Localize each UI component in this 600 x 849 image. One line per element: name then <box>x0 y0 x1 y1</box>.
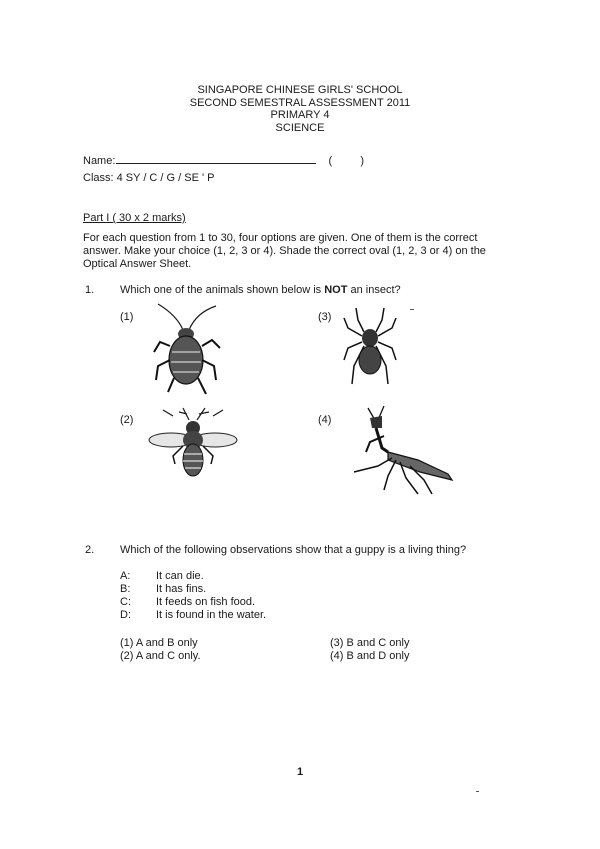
class-field: Class: 4 SY / C / G / SE ' P <box>83 172 215 184</box>
name-label: Name: <box>83 155 116 167</box>
q1-option-label: (2) <box>120 414 134 426</box>
q1-option-label: (4) <box>318 414 332 426</box>
register-bracket-open: ( <box>328 155 333 167</box>
observation-text: It is found in the water. <box>156 609 267 621</box>
praying-mantis-drawing-icon <box>348 404 458 499</box>
part-title: Part I ( 30 x 2 marks) <box>83 212 186 224</box>
q1-text <box>120 284 401 297</box>
observation-letter: B: <box>120 583 131 595</box>
observation-letter: C: <box>120 596 131 608</box>
q2-observation <box>120 570 204 583</box>
q1-option-label: (3) <box>318 311 332 323</box>
q1-text-emphasis: NOT <box>324 284 348 296</box>
observation-text: It feeds on fish food. <box>156 596 256 608</box>
assessment-title: SECOND SEMESTRAL ASSESSMENT 2011 <box>189 96 411 109</box>
q2-answer-option[interactable]: (4) B and D only <box>330 650 410 662</box>
observation-text: It has fins. <box>156 583 207 595</box>
q1-option-label: (1) <box>120 311 134 323</box>
level-title: PRIMARY 4 <box>270 109 330 121</box>
observation-letter: D: <box>120 609 131 621</box>
spider-drawing-icon <box>340 306 400 391</box>
cockroach-drawing-icon <box>150 300 230 400</box>
school-name: SINGAPORE CHINESE GIRLS' SCHOOL <box>197 84 403 96</box>
observation-letter: A: <box>120 570 131 582</box>
q1-text-part: Which one of the animals shown below is <box>120 284 325 296</box>
observation-text: It can die. <box>156 570 204 582</box>
q1-number: 1. <box>85 284 95 296</box>
q2-observation <box>120 596 255 609</box>
name-blank[interactable] <box>116 153 316 164</box>
exam-header <box>0 84 600 134</box>
q2-answer-option[interactable]: (2) A and C only. <box>120 650 201 662</box>
subject-title: SCIENCE <box>275 121 325 134</box>
bee-drawing-icon <box>143 404 243 484</box>
register-bracket-close: ) <box>360 155 364 167</box>
q2-answer-option[interactable]: (1) A and B only <box>120 637 198 649</box>
q2-text: Which of the following observations show that a guppy is a living thing? <box>120 544 467 556</box>
q2-number: 2. <box>85 544 95 556</box>
q2-observation <box>120 609 266 622</box>
page-number: 1 <box>296 766 304 778</box>
q1-text-part: an insect? <box>347 284 401 296</box>
instructions: For each question from 1 to 30, four options are given. One of them is the correct answer. Make your choice (1, 2, 3 or 4). Shade the correct oval (1, 2, 3 or 4) on the Optical Answer Sheet. <box>83 232 486 270</box>
q2-answer-option[interactable]: (3) B and C only <box>330 637 410 649</box>
name-field <box>83 153 483 168</box>
q2-observation <box>120 583 206 596</box>
